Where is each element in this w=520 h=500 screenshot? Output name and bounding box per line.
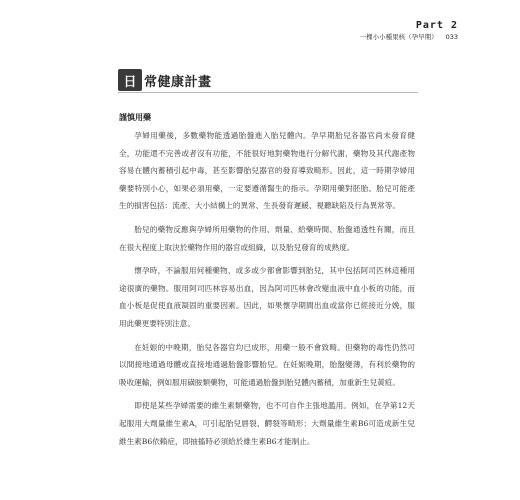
chapter-subtitle: 一棵小小種果核（孕早期） <box>359 33 438 41</box>
part-label: Part 2 <box>415 20 458 31</box>
paragraph: 懷孕時，不論服用何種藥物，或多或少都會影響到胎兒，其中包括阿司匹林這種用途很廣的藥物。服用阿司匹林容易出血，因為阿司匹林會改變血液中血小板的功能，而血小板是促使血液凝固的重要因素。因此，如果懷孕期間出血或當你已經接近分娩，服用此藥更要特別注意。 <box>119 266 415 328</box>
section-divider <box>118 92 418 93</box>
section-title: 常健康計畫 <box>144 74 212 90</box>
paragraph: 胎兒的藥物反應與孕婦所用藥物的作用、劑量、給藥時間、胎盤通透性有關，而且在很大程度上取決於藥物作用的器官或組織，以及胎兒發育的成熟度。 <box>119 224 415 252</box>
body-text <box>119 127 415 456</box>
subheading: 謹慎用藥 <box>119 113 151 122</box>
page-number: 033 <box>445 33 458 41</box>
running-header <box>360 20 458 42</box>
paragraph: 即使是某些孕婦需要的維生素類藥物，也不可自作主張地濫用。例如，在孕第12天起服用大劑量維生素A，可引起胎兒唇裂、齶裂等畸形；大劑量維生素B6可造成新生兒維生素B6依賴症，即抽搐時必須給於維生素B6才能制止。 <box>119 401 415 446</box>
section-heading <box>118 68 438 92</box>
paragraph: 孕婦用藥後，多數藥物能透過胎盤進入胎兒體內。孕早期胎兒各器官尚未發育健全，功能還不完善或者沒有功能，不能很好地對藥物進行分解代謝，藥物及其代謝產物容易在體內蓄積引起中毒，甚至影響胎兒器官的發育導致畸形。因此，這一時期孕婦用藥要特別小心，如果必須用藥，一定要遵循醫生的指示。孕期用藥對胚胎、胎兒可能產生的損害包括：流產、大小結構上的異常、生長發育遲緩、視聽缺陷及行為異常等。 <box>119 131 415 211</box>
section-badge: 日 <box>118 69 142 91</box>
paragraph: 在妊娠的中晚期，胎兒各器官均已成形，用藥一般不會致畸。但藥物的毒性仍然可以間接地通過母體或直接地通過胎盤影響胎兒。在妊娠晚期，胎盤變薄，有利於藥物的吸收運輸，例如服用磺胺類藥物，可能通過胎盤到胎兒體內蓄積，加重新生兒黃疸。 <box>119 342 415 387</box>
running-title <box>360 32 458 42</box>
